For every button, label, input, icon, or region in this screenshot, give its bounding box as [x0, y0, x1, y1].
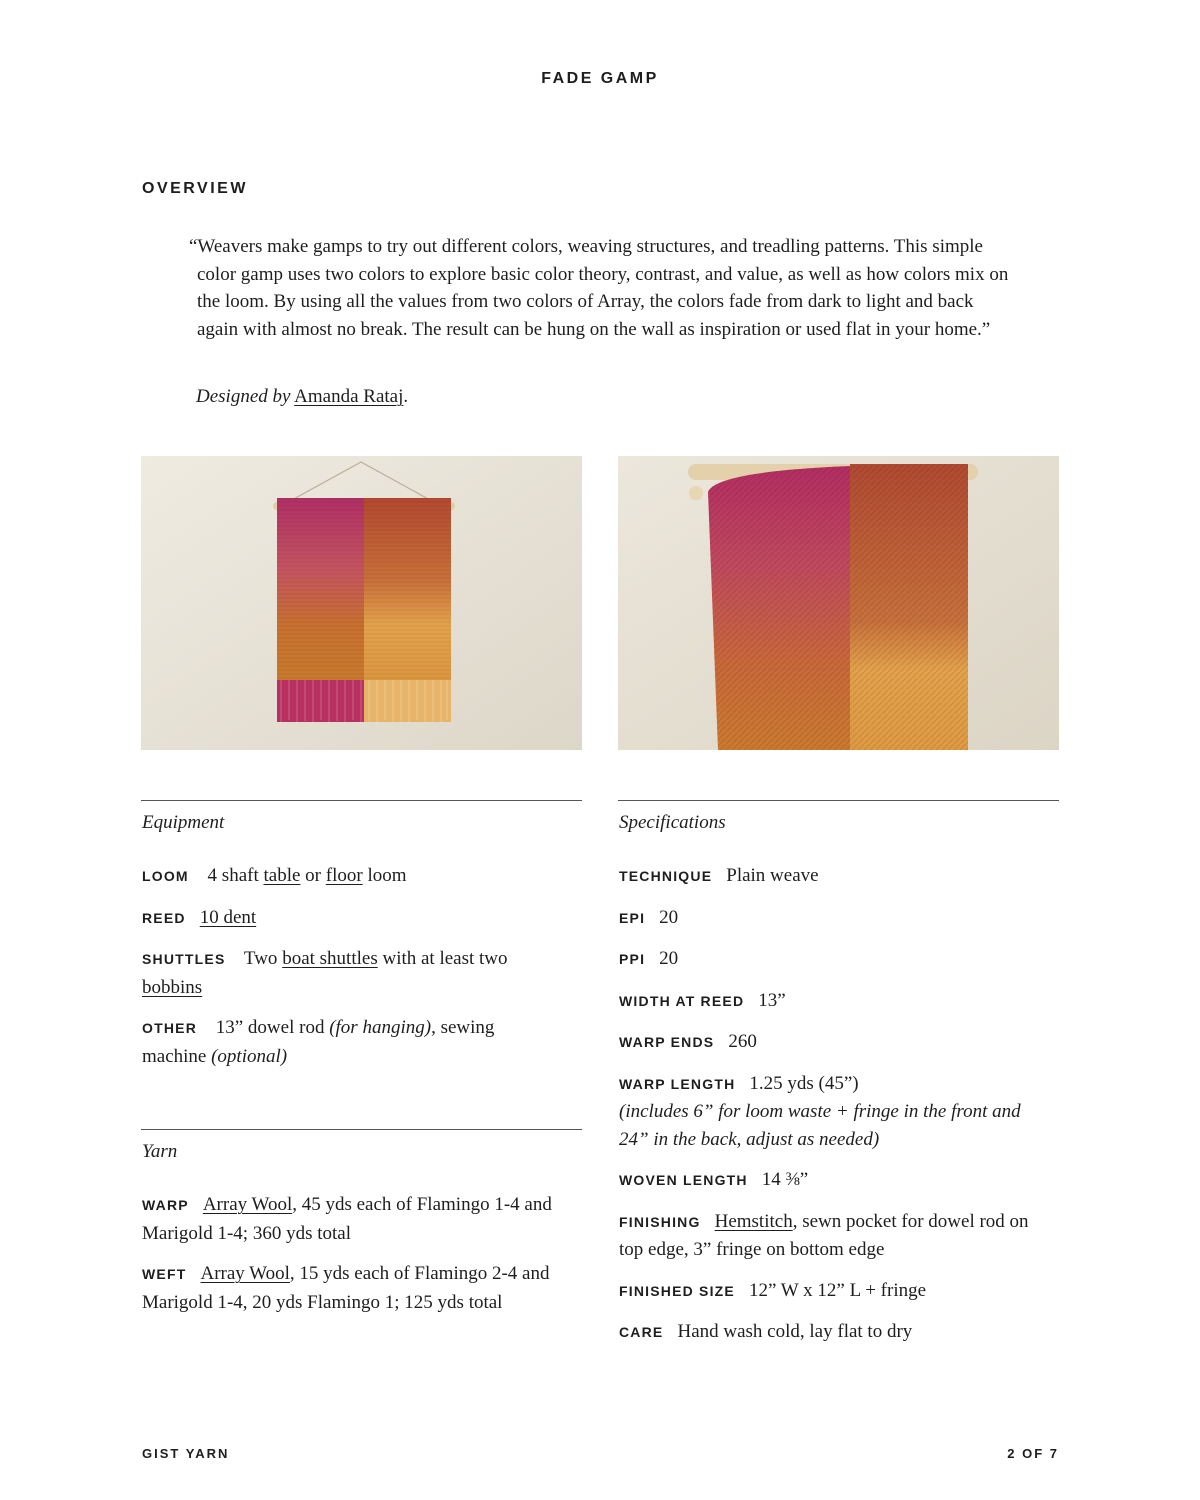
specifications-divider	[618, 800, 1059, 801]
bobbins-link[interactable]: bobbins	[142, 976, 203, 998]
weaving-illustration-full	[141, 456, 582, 750]
loom-key: LOOM	[142, 868, 189, 884]
loom-mid: or	[305, 865, 321, 886]
spec-technique	[619, 862, 1059, 891]
specifications-section	[618, 800, 1059, 1360]
footer-page-number: 2 OF 7	[1007, 1446, 1059, 1461]
overview-quote: “Weavers make gamps to try out different colors, weaving structures, and treadling patterns. This simple color gamp uses two colors to explore basic color theory, contrast, and value, as well as how colors mix on the loom. By using all the values from two colors of Array, the colors fade from dark to light and back again with almost no break. The result can be hung on the wall as inspiration or used flat in your home.”	[189, 236, 1009, 340]
spec-care	[619, 1318, 1059, 1347]
loom-post: loom	[367, 865, 407, 886]
fringe	[277, 680, 451, 723]
warp-length-value: 1.25 yds (45”)	[749, 1072, 859, 1094]
credit-suffix: .	[403, 386, 409, 407]
warp-array-wool-link[interactable]: Array Wool	[202, 1194, 293, 1215]
weaving-photo-closeup	[618, 456, 1059, 750]
warp-length-key: WARP LENGTH	[619, 1075, 736, 1092]
credit-prefix: Designed by	[196, 386, 291, 407]
spec-warp-length	[619, 1070, 1039, 1154]
epi-key: EPI	[619, 909, 646, 926]
weft-key: WEFT	[142, 1266, 187, 1282]
width-at-reed-value: 13”	[758, 989, 786, 1011]
closeup-weave-texture	[708, 464, 968, 750]
shuttles-pre: Two	[243, 948, 278, 969]
care-value: Hand wash cold, lay flat to dry	[677, 1321, 913, 1342]
width-at-reed-key: WIDTH AT REED	[619, 992, 745, 1009]
yarn-section	[141, 1129, 582, 1329]
boat-shuttles-link[interactable]: boat shuttles	[282, 948, 378, 969]
hemstitch-link[interactable]: Hemstitch	[714, 1210, 793, 1232]
loom-pre: 4 shaft	[207, 865, 259, 886]
equipment-label: Equipment	[142, 812, 225, 833]
equipment-section	[141, 800, 582, 1083]
warp-ends-value: 260	[728, 1031, 757, 1052]
ppi-key: PPI	[619, 951, 646, 967]
warp-ends-key: WARP ENDS	[619, 1034, 715, 1050]
ppi-value: 20	[659, 948, 679, 969]
table-loom-link[interactable]: table	[263, 865, 301, 886]
yarn-label: Yarn	[142, 1141, 178, 1162]
equipment-other	[142, 1014, 532, 1070]
warp-key: WARP	[142, 1197, 189, 1213]
reed-link[interactable]: 10 dent	[199, 906, 257, 928]
spec-warp-ends	[619, 1028, 1059, 1057]
finished-size-value: 12” W x 12” L + fringe	[748, 1279, 927, 1301]
spec-width-at-reed	[619, 987, 1059, 1016]
finishing-key: FINISHING	[619, 1213, 701, 1230]
spec-woven-length	[619, 1166, 1059, 1195]
other-note-optional: (optional)	[211, 1045, 288, 1067]
weaving-photo-full	[141, 456, 582, 750]
footer-brand: GIST YARN	[142, 1446, 230, 1461]
specifications-label: Specifications	[619, 812, 726, 833]
dowel-end	[689, 486, 703, 500]
warp-text: , 45 yds each of Flamingo 1-4 and Marigold 1-4; 360 yds total	[142, 1194, 552, 1244]
designer-credit	[196, 383, 408, 410]
care-key: CARE	[619, 1324, 664, 1340]
designer-link[interactable]: Amanda Rataj	[294, 386, 404, 407]
weave-texture	[277, 498, 451, 680]
technique-key: TECHNIQUE	[619, 868, 713, 884]
weft-array-wool-link[interactable]: Array Wool	[200, 1263, 290, 1284]
other-mid: , sewing machine	[142, 1017, 495, 1067]
overview-heading: OVERVIEW	[142, 180, 248, 197]
equipment-divider	[141, 800, 582, 801]
yarn-weft	[142, 1260, 572, 1316]
other-pre: 13” dowel rod	[215, 1017, 325, 1038]
spec-finishing	[619, 1208, 1049, 1264]
yarn-divider	[141, 1129, 582, 1130]
technique-value: Plain weave	[726, 865, 819, 886]
weft-text: , 15 yds each of Flamingo 2-4 and Marigold 1-4, 20 yds Flamingo 1; 125 yds total	[142, 1263, 550, 1313]
floor-loom-link[interactable]: floor	[325, 865, 363, 886]
finishing-text: , sewn pocket for dowel rod on top edge, 3” fringe on bottom edge	[619, 1210, 1029, 1260]
equipment-shuttles	[142, 945, 522, 1001]
warp-length-note: (includes 6” for loom waste + fringe in the front and 24” in the back, adjust as needed)	[619, 1101, 1021, 1150]
spec-ppi	[619, 945, 1059, 974]
other-key: OTHER	[142, 1020, 197, 1036]
finished-size-key: FINISHED SIZE	[619, 1282, 735, 1299]
other-note-hanging: (for hanging)	[329, 1017, 432, 1038]
woven-length-value: 14 ⅜”	[761, 1169, 809, 1190]
spec-finished-size	[619, 1277, 1059, 1306]
reed-key: REED	[142, 909, 186, 926]
equipment-loom	[142, 862, 582, 891]
shuttles-key: SHUTTLES	[142, 951, 226, 967]
woven-length-key: WOVEN LENGTH	[619, 1172, 748, 1188]
yarn-warp	[142, 1191, 562, 1247]
weaving-illustration-closeup	[618, 456, 1059, 750]
spec-epi	[619, 904, 1059, 933]
shuttles-mid: with at least two	[382, 948, 508, 969]
equipment-reed	[142, 904, 582, 933]
epi-value: 20	[659, 906, 679, 928]
document-title: FADE GAMP	[541, 70, 659, 87]
